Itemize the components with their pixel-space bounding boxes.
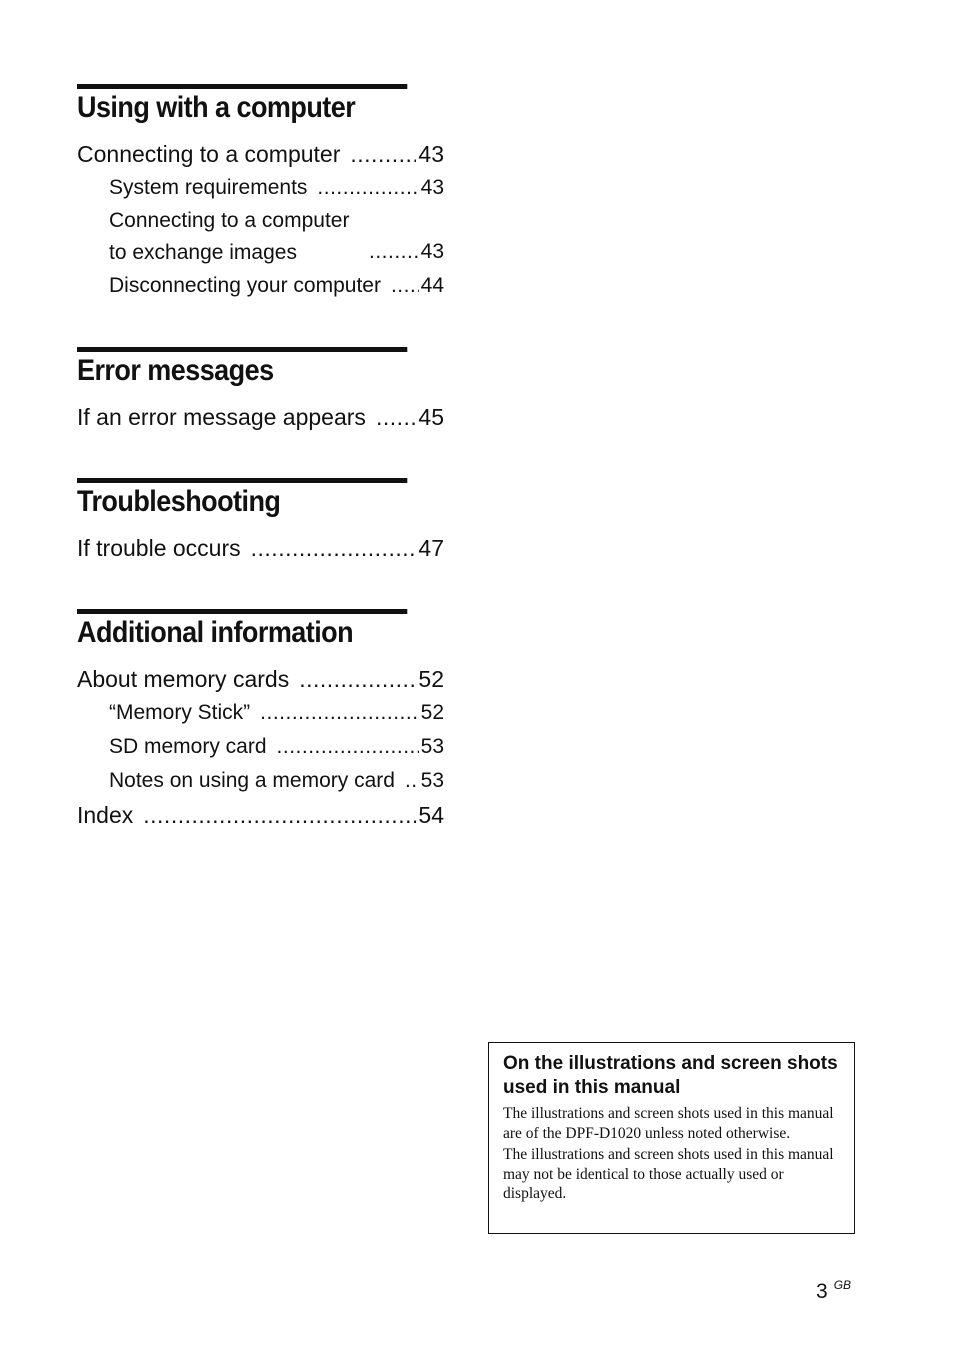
toc-entry-page: 53 xyxy=(420,735,444,758)
toc-entry[interactable] xyxy=(77,730,444,764)
leader-dots xyxy=(143,798,416,832)
note-paragraph: The illustrations and screen shots used in this manual are of the DPF-D1020 unless noted otherwise. xyxy=(503,1105,834,1142)
toc-entry-label: Notes on using a memory card xyxy=(109,769,395,792)
toc-troubleshooting xyxy=(77,478,444,565)
toc-entry-page: 52 xyxy=(418,666,444,692)
toc-entry[interactable] xyxy=(77,531,444,565)
leader-dots xyxy=(299,662,416,696)
toc-entry-label: About memory cards xyxy=(77,666,290,692)
toc-entry-label: If an error message appears xyxy=(77,404,366,430)
toc-entry[interactable] xyxy=(77,205,444,269)
toc-entry-page: 43 xyxy=(420,240,444,263)
leader-dots xyxy=(317,171,418,205)
section-title: Additional information xyxy=(77,609,407,650)
toc-entry[interactable] xyxy=(77,269,444,303)
toc-additional-information xyxy=(77,609,444,832)
toc-entry-label: If trouble occurs xyxy=(77,535,241,561)
toc-entry-page: 43 xyxy=(418,141,444,167)
section-title: Troubleshooting xyxy=(77,478,407,519)
toc-entry-label: Disconnecting your computer xyxy=(109,274,381,297)
page-region-code: GB xyxy=(833,1278,852,1292)
toc-entry-page: 45 xyxy=(418,404,444,430)
page-number xyxy=(816,1278,851,1304)
page-number-value: 3 xyxy=(816,1280,828,1303)
toc-entry[interactable] xyxy=(77,764,444,798)
toc-entry-page: 43 xyxy=(420,176,444,199)
note-paragraph: The illustrations and screen shots used in this manual may not be identical to those actually used or displayed. xyxy=(503,1146,834,1202)
toc-entry-page: 44 xyxy=(420,274,444,297)
toc-entry[interactable] xyxy=(77,171,444,205)
toc-entry[interactable] xyxy=(77,662,444,696)
leader-dots xyxy=(369,235,419,269)
toc-entry-page: 52 xyxy=(420,701,444,724)
note-title: On the illustrations and screen shots used in this manual xyxy=(503,1053,838,1098)
toc-entry-label: SD memory card xyxy=(109,735,267,758)
leader-dots xyxy=(251,531,417,565)
leader-dots xyxy=(350,137,416,171)
section-title: Using with a computer xyxy=(77,84,407,125)
toc-entry-label: Connecting to a computer to exchange images xyxy=(109,209,350,264)
toc-entry-page: 47 xyxy=(418,535,444,561)
section-title: Error messages xyxy=(77,347,407,388)
toc-using-computer xyxy=(77,84,444,303)
toc-entry[interactable] xyxy=(77,798,444,832)
toc-entry-label: Index xyxy=(77,802,134,828)
toc-entry-label: System requirements xyxy=(109,176,308,199)
illustrations-note-box xyxy=(488,1042,855,1234)
toc-entry[interactable] xyxy=(77,696,444,730)
toc-entry-page: 53 xyxy=(420,769,444,792)
leader-dots xyxy=(405,764,419,798)
toc-entry-label: Connecting to a computer xyxy=(77,141,341,167)
toc-entry-page: 54 xyxy=(418,802,444,828)
leader-dots xyxy=(277,730,419,764)
toc-entry[interactable] xyxy=(77,137,444,171)
toc-entry-label: “Memory Stick” xyxy=(109,701,251,724)
toc-entry[interactable] xyxy=(77,400,444,434)
leader-dots xyxy=(260,696,418,730)
leader-dots xyxy=(391,269,419,303)
toc-error-messages xyxy=(77,347,444,434)
leader-dots xyxy=(376,400,416,434)
